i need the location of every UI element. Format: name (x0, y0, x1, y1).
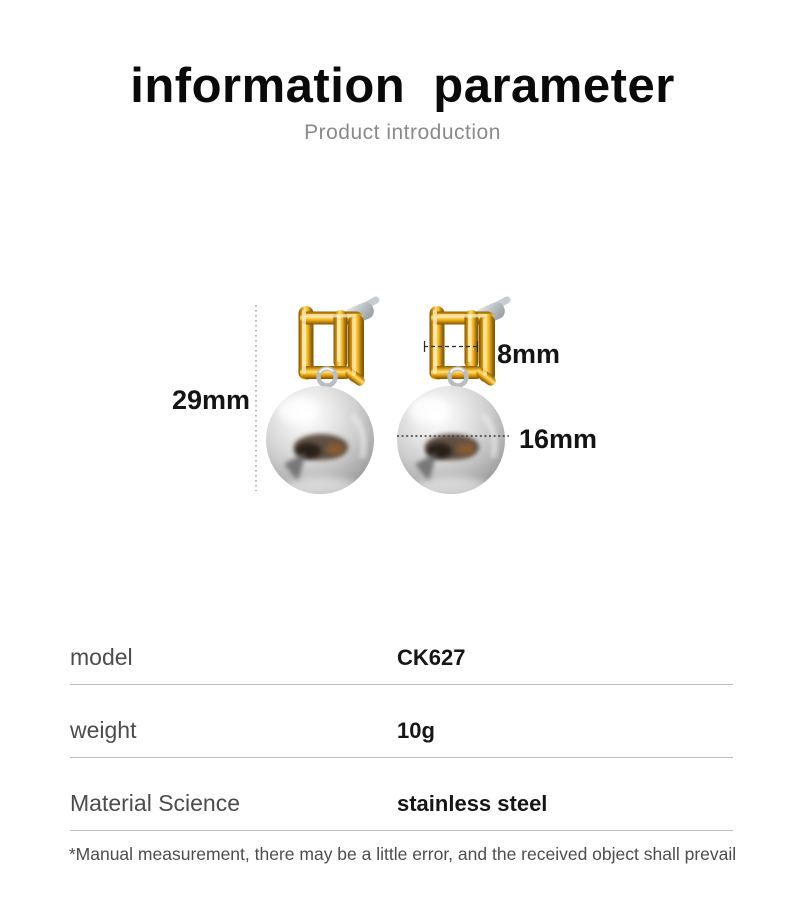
table-row-weight (70, 685, 733, 758)
spec-label: Material Science (70, 790, 241, 816)
spec-table (70, 612, 733, 831)
spec-label: model (70, 644, 133, 670)
spec-label: weight (70, 717, 137, 743)
spec-value: 10g (397, 718, 435, 743)
dimension-height-label: 29mm (171, 385, 250, 415)
table-row-material (70, 758, 733, 831)
earring-left (266, 300, 376, 499)
page-title: information parameter (130, 59, 675, 113)
disclaimer-note: *Manual measurement, there may be a little error, and the received object shall prevail (68, 844, 737, 864)
table-row-model (70, 612, 733, 685)
dimension-diameter-label: 16mm (519, 424, 598, 454)
page-subtitle: Product introduction (304, 121, 501, 144)
earring-right (397, 300, 507, 499)
spec-value: CK627 (397, 645, 466, 670)
spec-value: stainless steel (397, 791, 548, 816)
dimension-width-label: 8mm (497, 339, 561, 369)
